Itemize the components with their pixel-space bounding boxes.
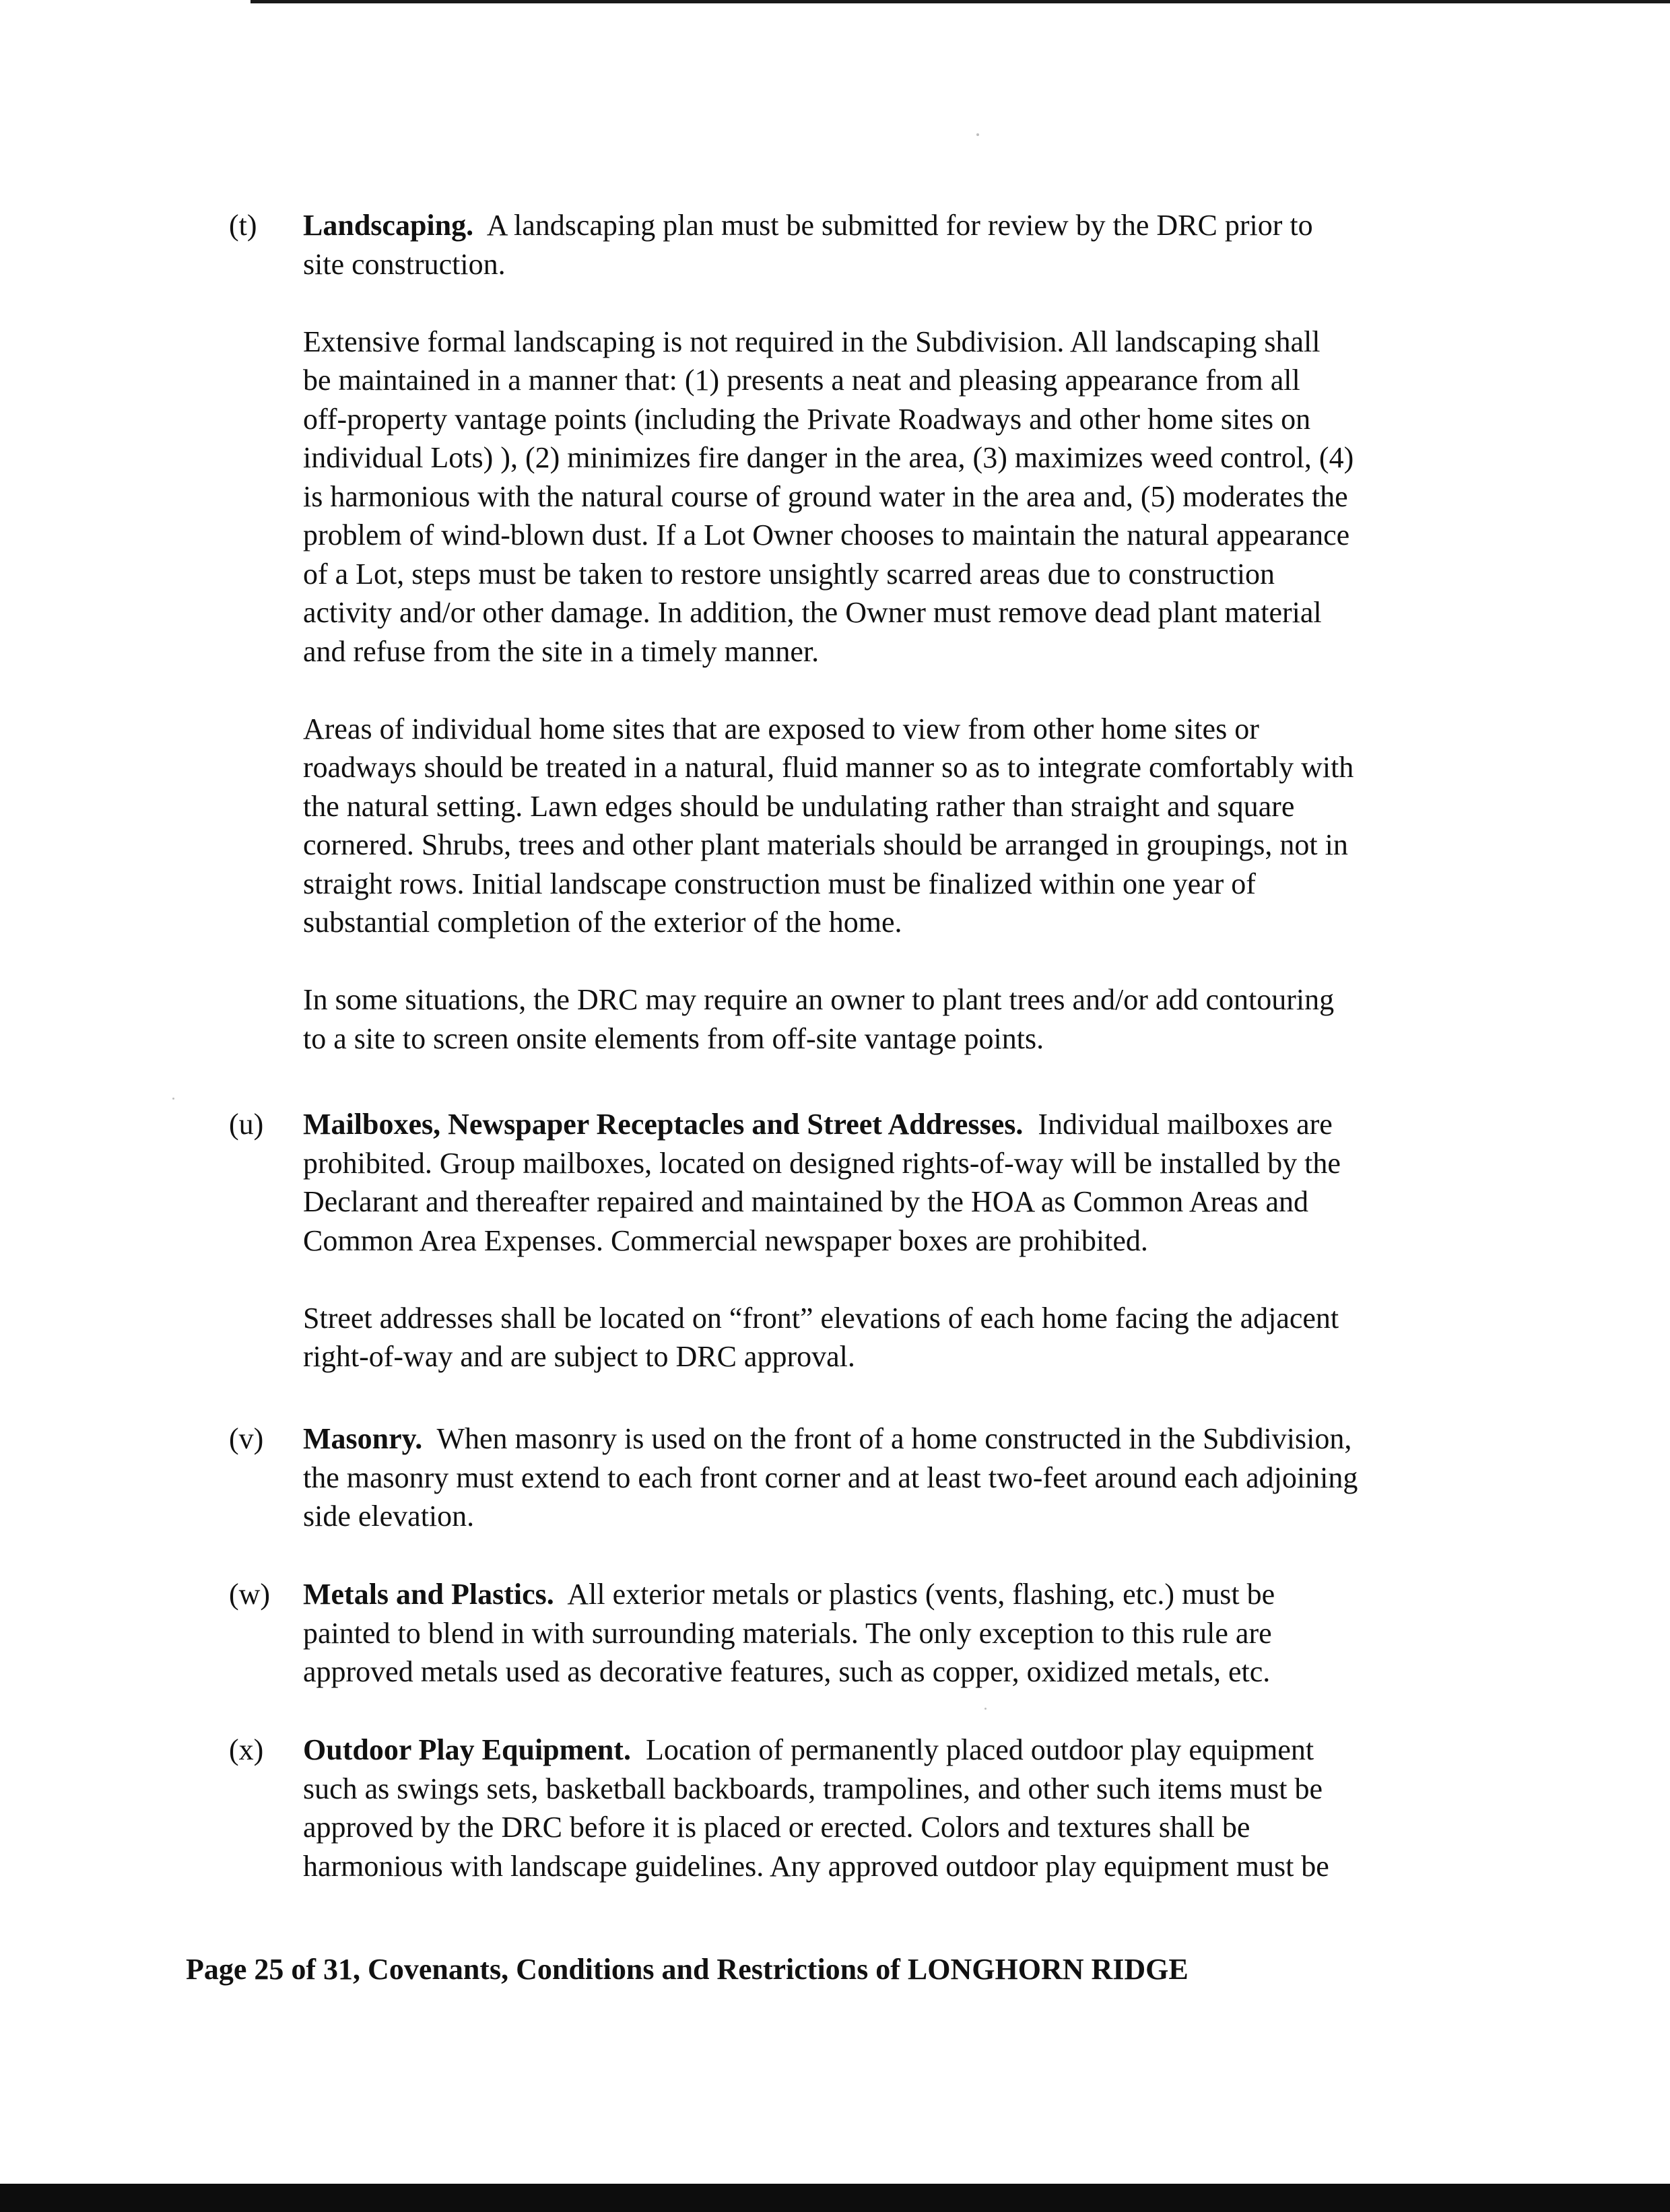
text-line: roadways should be treated in a natural, fluid manner so as to integrate comfortably with (303, 751, 1354, 784)
text-line: is harmonious with the natural course of ground water in the area and, (5) moderates the (303, 479, 1348, 513)
text-line: Extensive formal landscaping is not required in the Subdivision. All landscaping shall (303, 325, 1321, 358)
text-line: off-property vantage points (including the Private Roadways and other home sites on (303, 402, 1311, 436)
bottom-scan-edge (0, 2184, 1670, 2212)
text-line: Location of permanently placed outdoor play equipment (645, 1733, 1314, 1766)
paragraph (303, 1105, 1508, 1260)
text-line: When masonry is used on the front of a home constructed in the Subdivision, (436, 1422, 1352, 1455)
text-line: side elevation. (303, 1500, 475, 1533)
section-heading: Mailboxes, Newspaper Receptacles and Street Addresses. (303, 1108, 1024, 1141)
scan-speck (976, 133, 979, 136)
text-line: approved by the DRC before it is placed or erected. Colors and textures shall be (303, 1811, 1250, 1844)
paragraph (303, 980, 1508, 1058)
section-w (229, 1575, 1508, 1691)
text-line: Individual mailboxes are (1038, 1108, 1333, 1141)
text-line: be maintained in a manner that: (1) presents a neat and pleasing appearance from all (303, 364, 1300, 397)
text-line: Declarant and thereafter repaired and maintained by the HOA as Common Areas and (303, 1185, 1308, 1218)
text-line: of a Lot, steps must be taken to restore unsightly scarred areas due to construction (303, 557, 1275, 591)
text-line: individual Lots) ), (2) minimizes fire danger in the area, (3) maximizes weed control, (4) (303, 441, 1354, 474)
scan-speck (172, 1098, 174, 1100)
text-line: prohibited. Group mailboxes, located on designed rights-of-way will be installed by the (303, 1146, 1341, 1180)
text-line: to a site to screen onsite elements from off-site vantage points. (303, 1021, 1044, 1055)
scan-speck (984, 1708, 987, 1710)
text-line: In some situations, the DRC may require an owner to plant trees and/or add contouring (303, 983, 1335, 1016)
text-line: Common Area Expenses. Commercial newspaper boxes are prohibited. (303, 1224, 1148, 1257)
section-heading: Metals and Plastics. (303, 1578, 554, 1611)
text-line: problem of wind-blown dust. If a Lot Owner chooses to maintain the natural appearance (303, 518, 1350, 551)
section-x (229, 1731, 1508, 1885)
text-line: right-of-way and are subject to DRC approval. (303, 1340, 855, 1373)
text-line: and refuse from the site in a timely manner. (303, 634, 820, 668)
section-heading: Masonry. (303, 1422, 423, 1455)
text-line: harmonious with landscape guidelines. Any approved outdoor play equipment must be (303, 1849, 1329, 1883)
text-line: Street addresses shall be located on “front” elevations of each home facing the adjacent (303, 1301, 1339, 1335)
text-line: such as swings sets, basketball backboards, trampolines, and other such items must be (303, 1772, 1323, 1805)
text-line: cornered. Shrubs, trees and other plant materials should be arranged in groupings, not in (303, 828, 1348, 861)
paragraph (303, 1731, 1508, 1885)
text-line: straight rows. Initial landscape construction must be finalized within one year of (303, 867, 1256, 900)
text-line: approved metals used as decorative features, such as copper, oxidized metals, etc. (303, 1655, 1271, 1688)
paragraph (303, 1299, 1508, 1376)
text-line: Areas of individual home sites that are exposed to view from other home sites or (303, 712, 1259, 745)
paragraph (303, 710, 1508, 942)
section-marker: (t) (229, 209, 257, 242)
text-line: activity and/or other damage. In addition, the Owner must remove dead plant material (303, 596, 1322, 629)
section-marker: (x) (229, 1733, 264, 1766)
section-u (229, 1105, 1508, 1376)
paragraph (303, 323, 1508, 671)
text-line: site construction. (303, 247, 506, 281)
section-v (229, 1419, 1508, 1536)
text-line: the natural setting. Lawn edges should be undulating rather than straight and square (303, 789, 1295, 823)
section-heading: Landscaping. (303, 209, 474, 242)
section-heading: Outdoor Play Equipment. (303, 1733, 631, 1766)
section-marker: (u) (229, 1108, 264, 1141)
text-line: A landscaping plan must be submitted for review by the DRC prior to (486, 209, 1313, 242)
section-marker: (v) (229, 1422, 264, 1455)
paragraph (303, 206, 1508, 283)
paragraph (303, 1575, 1508, 1691)
text-line: painted to blend in with surrounding materials. The only exception to this rule are (303, 1616, 1272, 1650)
top-scan-edge (250, 0, 1670, 3)
text-line: substantial completion of the exterior of the home. (303, 906, 902, 939)
paragraph (303, 1419, 1508, 1536)
section-t (229, 206, 1508, 1058)
text-line: the masonry must extend to each front corner and at least two-feet around each adjoining (303, 1461, 1358, 1494)
page-footer: Page 25 of 31, Covenants, Conditions and Restrictions of LONGHORN RIDGE (186, 1953, 1189, 1986)
section-marker: (w) (229, 1578, 271, 1611)
text-line: All exterior metals or plastics (vents, flashing, etc.) must be (567, 1578, 1275, 1611)
